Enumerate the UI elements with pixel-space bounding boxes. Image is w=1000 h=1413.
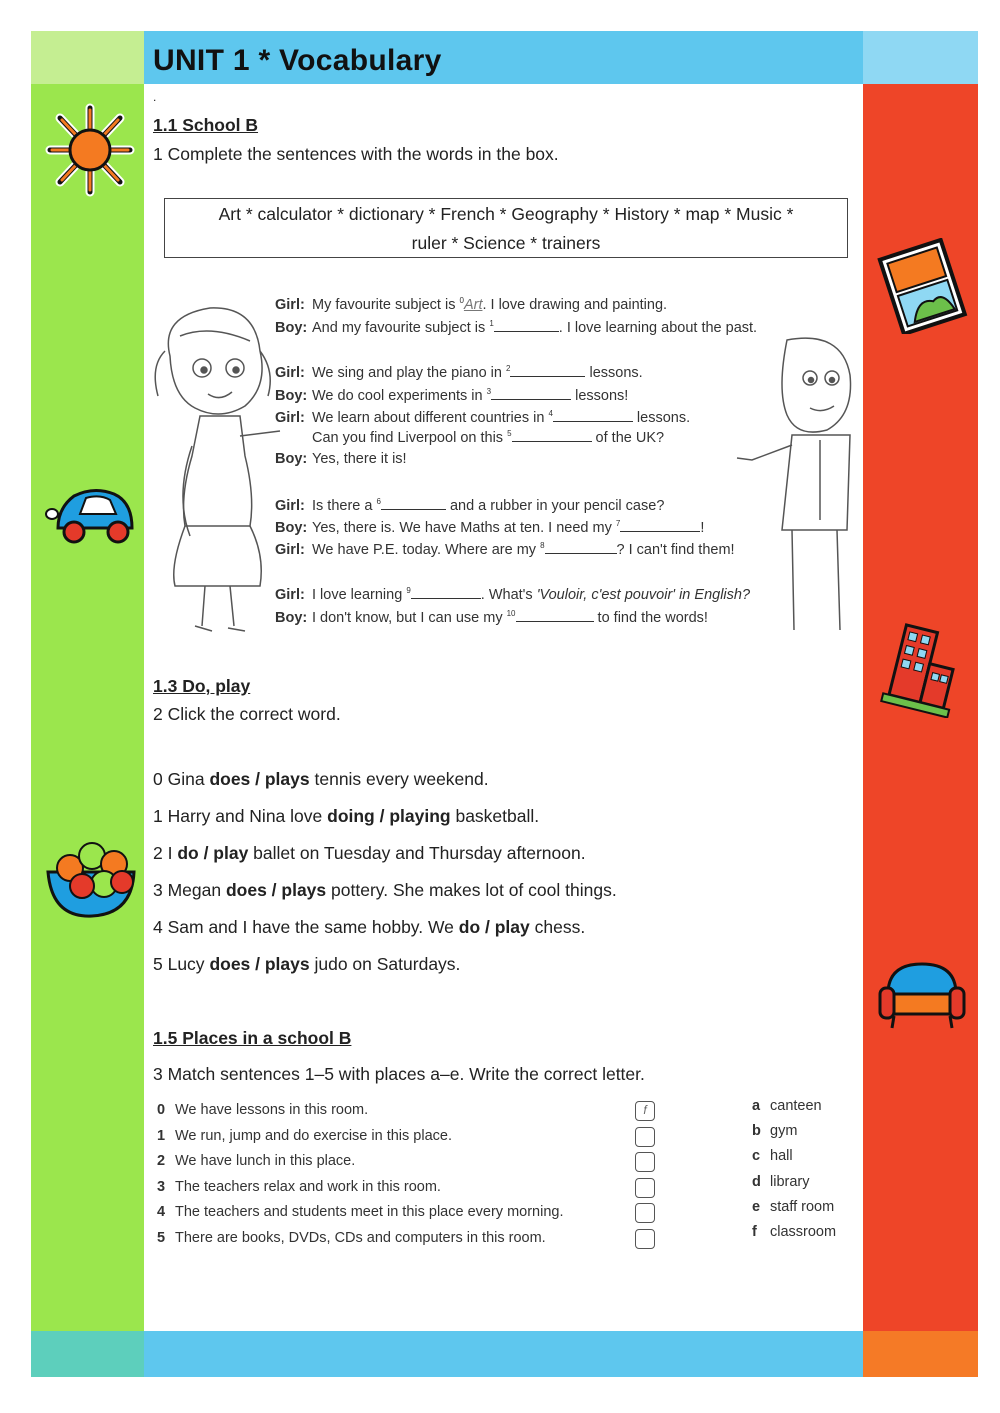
dialogue-line	[275, 518, 704, 536]
dialogue-line	[275, 496, 664, 514]
match-sentence	[157, 1102, 368, 1118]
answer-blank[interactable]	[381, 496, 446, 510]
dialogue-line	[275, 386, 628, 404]
word-choice[interactable]: does / plays	[209, 954, 310, 974]
answer-box[interactable]	[635, 1203, 655, 1223]
word-box-line-1: Art * calculator * dictionary * French * Geography * History * map * Music *	[218, 204, 794, 224]
frame-top-right	[863, 31, 978, 84]
dialogue-text: My favourite subject is	[312, 296, 460, 313]
match-number: 4	[157, 1204, 166, 1220]
dialogue-text: I love learning	[312, 587, 407, 603]
match-sentence	[157, 1128, 452, 1144]
answer-blank[interactable]	[516, 608, 594, 622]
frame-left-bar	[31, 84, 144, 1331]
word-choice[interactable]: does / plays	[225, 880, 327, 900]
window-icon	[874, 238, 970, 334]
match-text: There are books, DVDs, CDs and computers in this room.	[175, 1230, 546, 1246]
girl-illustration	[150, 296, 290, 646]
speaker-label: Girl:	[275, 296, 305, 313]
answer-blank[interactable]	[620, 518, 700, 532]
match-text: We run, jump and do exercise in this place.	[175, 1128, 452, 1144]
sentence-text: 1 Harry and Nina love	[153, 806, 328, 826]
place-letter: e	[752, 1199, 761, 1215]
match-text: The teachers and students meet in this place every morning.	[175, 1204, 564, 1220]
dialogue-text: We learn about different countries in	[312, 410, 549, 426]
sentence-text: chess.	[529, 917, 586, 937]
answer-blank[interactable]	[491, 386, 571, 400]
section-heading-do-play: 1.3 Do, play	[153, 676, 251, 696]
sentence-text: 0 Gina	[153, 769, 210, 789]
dialogue-text: !	[700, 520, 705, 536]
dialogue-text: lessons!	[571, 388, 629, 404]
speaker-label: Girl:	[275, 542, 305, 558]
stray-dot: .	[153, 90, 157, 104]
fruit-bowl-icon	[42, 828, 140, 920]
gap-number: 2	[506, 364, 511, 374]
sentence-text: pottery. She makes lot of cool things.	[326, 880, 617, 900]
dialogue-line	[275, 318, 757, 336]
sun-icon	[42, 100, 138, 200]
word-choice[interactable]: does / plays	[209, 769, 310, 789]
dialogue-text: of the UK?	[591, 430, 665, 446]
speaker-label: Boy:	[275, 451, 308, 467]
gap-number: 10	[506, 609, 516, 619]
match-text: The teachers relax and work in this room.	[175, 1179, 441, 1195]
sentence-text: 4 Sam and I have the same hobby. We	[153, 917, 459, 937]
gap-number: 3	[486, 387, 492, 397]
match-text: We have lessons in this room.	[175, 1102, 369, 1118]
place-name: gym	[770, 1123, 798, 1139]
sentence-text: ballet on Tuesday and Thursday afternoon.	[248, 843, 586, 863]
answer-box[interactable]	[635, 1127, 655, 1147]
frame-top-left	[31, 31, 144, 84]
place-name: library	[770, 1174, 810, 1190]
answer-box[interactable]	[635, 1152, 655, 1172]
do-play-sentence	[153, 769, 489, 790]
dialogue-text: . I love drawing and painting.	[482, 296, 668, 313]
dialogue-text: lessons.	[632, 410, 691, 426]
sentence-text: 3 Megan	[153, 880, 226, 900]
dialogue-text: Is there a	[312, 498, 377, 514]
armchair-icon	[876, 958, 968, 1034]
boy-illustration	[732, 330, 857, 640]
match-sentence	[157, 1179, 441, 1195]
dialogue-line	[275, 451, 407, 467]
answer-blank[interactable]	[512, 428, 592, 442]
dialogue-text: . What's	[480, 587, 537, 603]
answer-blank[interactable]	[494, 318, 559, 332]
dialogue-text: lessons.	[585, 365, 643, 381]
place-item	[752, 1098, 822, 1114]
dialogue-line	[275, 585, 750, 603]
match-sentence	[157, 1230, 546, 1246]
match-sentence	[157, 1204, 563, 1220]
frame-bottom-right	[863, 1331, 978, 1377]
dialogue-line	[275, 408, 690, 426]
dialogue-text: We have P.E. today. Where are my	[312, 542, 541, 558]
do-play-sentence	[153, 880, 617, 901]
do-play-sentence	[153, 954, 460, 975]
place-item	[752, 1148, 793, 1164]
sentence-text: 5 Lucy	[153, 954, 210, 974]
place-name: hall	[770, 1148, 793, 1164]
speaker-label: Boy:	[275, 520, 308, 536]
dialogue-text: We do cool experiments in	[312, 388, 487, 404]
dialogue-italic: 'Vouloir, c'est pouvoir' in English?	[536, 587, 751, 603]
word-choice[interactable]: doing / playing	[327, 806, 451, 826]
sentence-text: 2 I	[153, 843, 178, 863]
answer-blank[interactable]	[553, 408, 633, 422]
dialogue-line	[275, 363, 643, 381]
word-choice[interactable]: do / play	[458, 917, 530, 937]
building-icon	[876, 622, 968, 718]
frame-bottom-bar	[144, 1331, 863, 1377]
match-text: We have lunch in this place.	[175, 1153, 356, 1169]
place-letter: d	[752, 1174, 761, 1190]
speaker-label: Boy:	[275, 610, 308, 626]
match-number: 5	[157, 1230, 166, 1246]
frame-bottom-left	[31, 1331, 144, 1377]
match-number: 2	[157, 1153, 166, 1169]
speaker-label: Girl:	[275, 365, 305, 381]
page-title: UNIT 1 * Vocabulary	[153, 44, 442, 77]
gap-number: 6	[376, 497, 381, 507]
section-heading-school: 1.1 School B	[153, 115, 259, 135]
dialogue-text: . I love learning about the past.	[558, 320, 758, 336]
answer-box[interactable]	[635, 1178, 655, 1198]
car-icon	[44, 484, 138, 550]
dialogue-line	[275, 296, 667, 313]
dialogue-line	[275, 608, 708, 626]
answer-box[interactable]	[635, 1229, 655, 1249]
gap-number: 8	[540, 541, 545, 551]
place-item	[752, 1123, 797, 1139]
place-name: classroom	[770, 1224, 837, 1240]
place-name: canteen	[770, 1098, 822, 1114]
speaker-label: Girl:	[275, 587, 305, 603]
word-box	[164, 198, 848, 258]
speaker-label: Girl:	[275, 410, 305, 426]
dialogue-text: We sing and play the piano in	[312, 365, 507, 381]
instruction-match: 3 Match sentences 1–5 with places a–e. Write the correct letter.	[153, 1064, 645, 1084]
word-box-line-2: ruler * Science * trainers	[411, 233, 601, 253]
do-play-sentence	[153, 806, 539, 827]
gap-number: 9	[406, 586, 411, 596]
match-number: 1	[157, 1128, 166, 1144]
instruction-complete: 1 Complete the sentences with the words in the box.	[153, 144, 559, 164]
sentence-text: judo on Saturdays.	[309, 954, 461, 974]
answer-blank[interactable]	[411, 585, 481, 599]
place-item	[752, 1174, 809, 1190]
dialogue-text: Yes, there is. We have Maths at ten. I need my	[312, 520, 616, 536]
example-answer: Art	[463, 296, 483, 313]
place-letter: c	[752, 1148, 761, 1164]
dialogue-text: Yes, there it is!	[312, 451, 407, 467]
speaker-label: Boy:	[275, 388, 308, 404]
dialogue-text: ? I can't find them!	[616, 542, 735, 558]
speaker-label: Boy:	[275, 320, 308, 336]
dialogue-line	[275, 428, 664, 446]
gap-number: 0	[459, 296, 464, 305]
instruction-click: 2 Click the correct word.	[153, 704, 341, 724]
dialogue-text: Can you find Liverpool on this	[312, 430, 508, 446]
match-number: 3	[157, 1179, 166, 1195]
gap-number: 5	[507, 429, 512, 439]
dialogue-text: I don't know, but I can use my	[312, 610, 507, 626]
match-number: 0	[157, 1102, 166, 1118]
dialogue-text: And my favourite subject is	[312, 320, 490, 336]
dialogue-line	[275, 540, 735, 558]
dialogue-text: and a rubber in your pencil case?	[445, 498, 665, 514]
dialogue-text: to find the words!	[593, 610, 708, 626]
section-heading-places: 1.5 Places in a school B	[153, 1028, 352, 1048]
place-item	[752, 1199, 834, 1215]
answer-blank[interactable]	[545, 540, 617, 554]
gap-number: 7	[615, 519, 621, 529]
do-play-sentence	[153, 843, 586, 864]
place-name: staff room	[770, 1199, 835, 1215]
place-letter: a	[752, 1098, 761, 1114]
place-item	[752, 1224, 836, 1240]
gap-number: 1	[489, 319, 494, 329]
answer-blank[interactable]	[510, 363, 585, 377]
match-sentence	[157, 1153, 355, 1169]
do-play-sentence	[153, 917, 585, 938]
sentence-text: tennis every weekend.	[309, 769, 489, 789]
word-choice[interactable]: do / play	[177, 843, 249, 863]
answer-box[interactable]: f	[635, 1101, 655, 1121]
gap-number: 4	[548, 409, 553, 419]
place-letter: b	[752, 1123, 761, 1139]
speaker-label: Girl:	[275, 498, 305, 514]
place-letter: f	[752, 1224, 757, 1240]
sentence-text: basketball.	[450, 806, 540, 826]
